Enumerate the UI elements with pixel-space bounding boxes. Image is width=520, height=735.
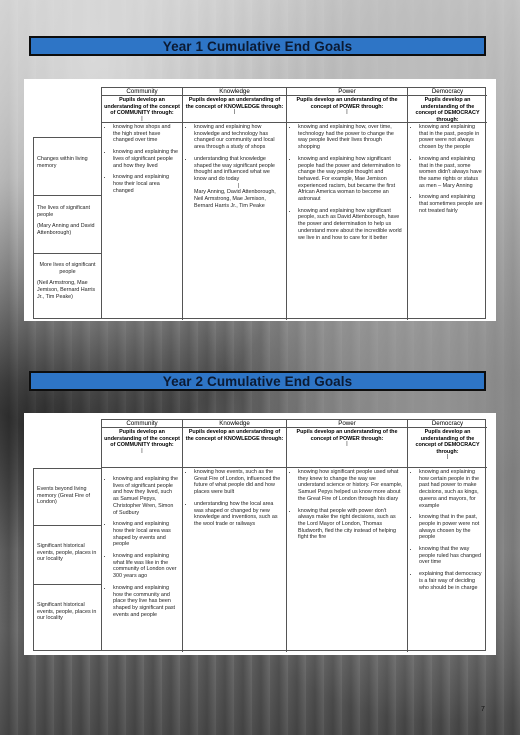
- year2-row-locality-2: [33, 584, 102, 651]
- year2-tick-democracy: |: [446, 454, 449, 461]
- year1-community-cell: [102, 123, 183, 320]
- year1-knowledge-cell: [183, 123, 287, 320]
- list-item: • knowing and explaining the lives of significant people and how they lived: [113, 149, 179, 169]
- year2-header-power: Power: [287, 420, 408, 428]
- list-item: • knowing and explaining how significant people had the power and determination to change the way people thought and behaved. For example, Mae Jemison experienced racism, but became the first African America woman to become an astronaut: [298, 156, 404, 203]
- year1-header-knowledge: Knowledge: [183, 88, 287, 96]
- year1-subheader-power: [287, 96, 408, 123]
- year1-row-significant-names: (Mary Anning and David Attenborough): [37, 223, 95, 237]
- page-number: 7: [481, 706, 485, 713]
- year1-row-more-names: (Neil Armstrong, Mae Jemison, Bernard Harris Jr., Tim Peake): [37, 280, 96, 300]
- year1-subheader-democracy-text: Pupils develop an understanding of the concept of DEMOCRACY through:: [415, 97, 480, 123]
- year1-row-changes-label: Changes within living memory: [37, 156, 88, 169]
- year2-subheader-power: [287, 428, 408, 468]
- year2-header-knowledge: Knowledge: [183, 420, 287, 428]
- year2-subheader-knowledge-text: Pupils develop an understanding of the concept of KNOWLEDGE through:: [185, 429, 284, 442]
- year2-header-community: Community: [102, 420, 183, 428]
- list-item: • knowing and explaining that in the past, some women didn't always have the same rights or status as men – Mary Anning: [419, 156, 484, 190]
- year2-community-cell: [102, 468, 183, 652]
- year1-subheader-power-text: Pupils develop an understanding of the concept of POWER through:: [296, 97, 398, 110]
- list-item: • knowing and explaining how their local area changed: [113, 174, 179, 194]
- year1-row-changes: [33, 137, 102, 196]
- list-item: • understanding that knowledge shaped the way significant people thought and influenced what we know and do today: [194, 156, 283, 183]
- list-item: • knowing and explaining what life was like in the community of London over 300 years ago: [113, 553, 179, 580]
- year2-table: [101, 419, 486, 651]
- year1-title-banner: [29, 36, 486, 56]
- list-item: • knowing and explaining how knowledge and technology has changed our community and local area through a study of shops: [194, 124, 283, 151]
- year2-row-events: [33, 468, 102, 526]
- year1-tick-knowledge: |: [233, 109, 236, 116]
- year1-democracy-cell: [408, 123, 487, 320]
- year1-knowledge-tick: |: [237, 182, 240, 189]
- year1-row-more-label: More lives of significant people: [39, 262, 96, 275]
- year1-header-power: Power: [287, 88, 408, 96]
- year1-title: Year 1 Cumulative End Goals: [162, 38, 353, 54]
- list-item: • knowing and explaining that in the past, people in power were not always chosen by the people: [419, 124, 484, 151]
- year1-tick-community: |: [141, 115, 143, 122]
- year2-democracy-cell: [408, 468, 487, 652]
- year1-subheader-democracy: [408, 96, 487, 123]
- year1-subheader-community: [102, 96, 183, 123]
- list-item: • knowing how significant people used what they knew to change the way we understand science or history. For example, Samuel Pepys helped us know more about the Great Fire of London through his diary: [298, 469, 404, 503]
- year2-subheader-community-text: Pupils develop an understanding of the concept of COMMUNITY through:: [104, 429, 180, 449]
- year1-knowledge-names: Mary Anning, David Attenborough, Neil Armstrong, Mae Jemison, Bernard Harris Jr., Tim Peake: [194, 189, 276, 209]
- year2-knowledge-cell: [183, 468, 287, 652]
- list-item: • knowing how shops and the high street have changed over time: [113, 124, 179, 144]
- list-item: • explaining that democracy is a fair way of deciding who should be in charge: [419, 571, 484, 591]
- list-item: • knowing and explaining how, over time, technology had the power to change the way people lived their lives through shopping: [298, 124, 404, 151]
- list-item: • knowing how events, such as the Great Fire of London, influenced the future of what people did and how places were built: [194, 469, 283, 496]
- year2-subheader-knowledge: [183, 428, 287, 468]
- list-item: • knowing and explaining how the community and place they live has been shaped by significant past events and people: [113, 585, 179, 619]
- year1-subheader-knowledge-text: Pupils develop an understanding of the concept of KNOWLEDGE through:: [185, 97, 284, 110]
- list-item: • understanding how the local area was shaped or changed by new knowledge and inventions, such as the wool trade or railways: [194, 501, 283, 528]
- year2-row-events-label: Events beyond living memory (Great Fire of London): [37, 486, 91, 506]
- year2-tick-community: |: [141, 447, 143, 454]
- year1-row-more: [33, 253, 102, 319]
- year2-row-locality-1: [33, 525, 102, 585]
- list-item: • knowing and explaining how significant people, such as David Attenborough, have the power and determination to help us understand more about the incredible world we live in and how to care for it better: [298, 208, 404, 242]
- year1-power-cell: [287, 123, 408, 320]
- list-item: • knowing that the way people ruled has changed over time: [419, 546, 484, 566]
- year1-row-significant: [33, 195, 102, 254]
- year1-header-democracy: Democracy: [408, 88, 487, 96]
- year1-row-significant-label: The lives of significant people: [37, 205, 91, 218]
- year1-tick-power: |: [346, 109, 348, 116]
- year1-table: [101, 87, 486, 319]
- list-item: • knowing that people with power don't always make the right decisions, such as the Lord Mayor of London, Thomas Bludworth, fled the city instead of helping fight the fire: [298, 508, 404, 542]
- year2-power-cell: [287, 468, 408, 652]
- year2-subheader-democracy-text: Pupils develop an understanding of the concept of DEMOCRACY through:: [415, 429, 480, 455]
- year2-row-locality-2-label: Significant historical events, people, places in our locality: [37, 602, 97, 622]
- year2-header-democracy: Democracy: [408, 420, 487, 428]
- list-item: • knowing and explaining the lives of significant people and how they lived, such as Samuel Pepys, Christopher Wren, Simon of Sudbury: [113, 476, 179, 516]
- list-item: • knowing and explaining how certain people in the past had power to make decisions, such as kings, queens and mayors, for example: [419, 469, 484, 509]
- year1-subheader-knowledge: [183, 96, 287, 123]
- year2-tick-power: |: [346, 441, 348, 448]
- year2-subheader-democracy: [408, 428, 487, 468]
- year2-title-banner: [29, 371, 486, 391]
- list-item: • knowing and explaining that sometimes people are not treated fairly: [419, 194, 484, 214]
- list-item: • knowing that in the past, people in power were not always chosen by the people: [419, 514, 484, 541]
- year2-subheader-power-text: Pupils develop an understanding of the concept of POWER through:: [296, 429, 398, 442]
- year1-header-community: Community: [102, 88, 183, 96]
- year2-row-locality-1-label: Significant historical events, people, places in our locality: [37, 543, 97, 563]
- list-item: • knowing and explaining how their local area was shaped by events and people: [113, 521, 179, 548]
- year2-subheader-community: [102, 428, 183, 468]
- year2-title: Year 2 Cumulative End Goals: [162, 373, 353, 389]
- year1-subheader-community-text: Pupils develop an understanding of the concept of COMMUNITY through:: [104, 97, 180, 117]
